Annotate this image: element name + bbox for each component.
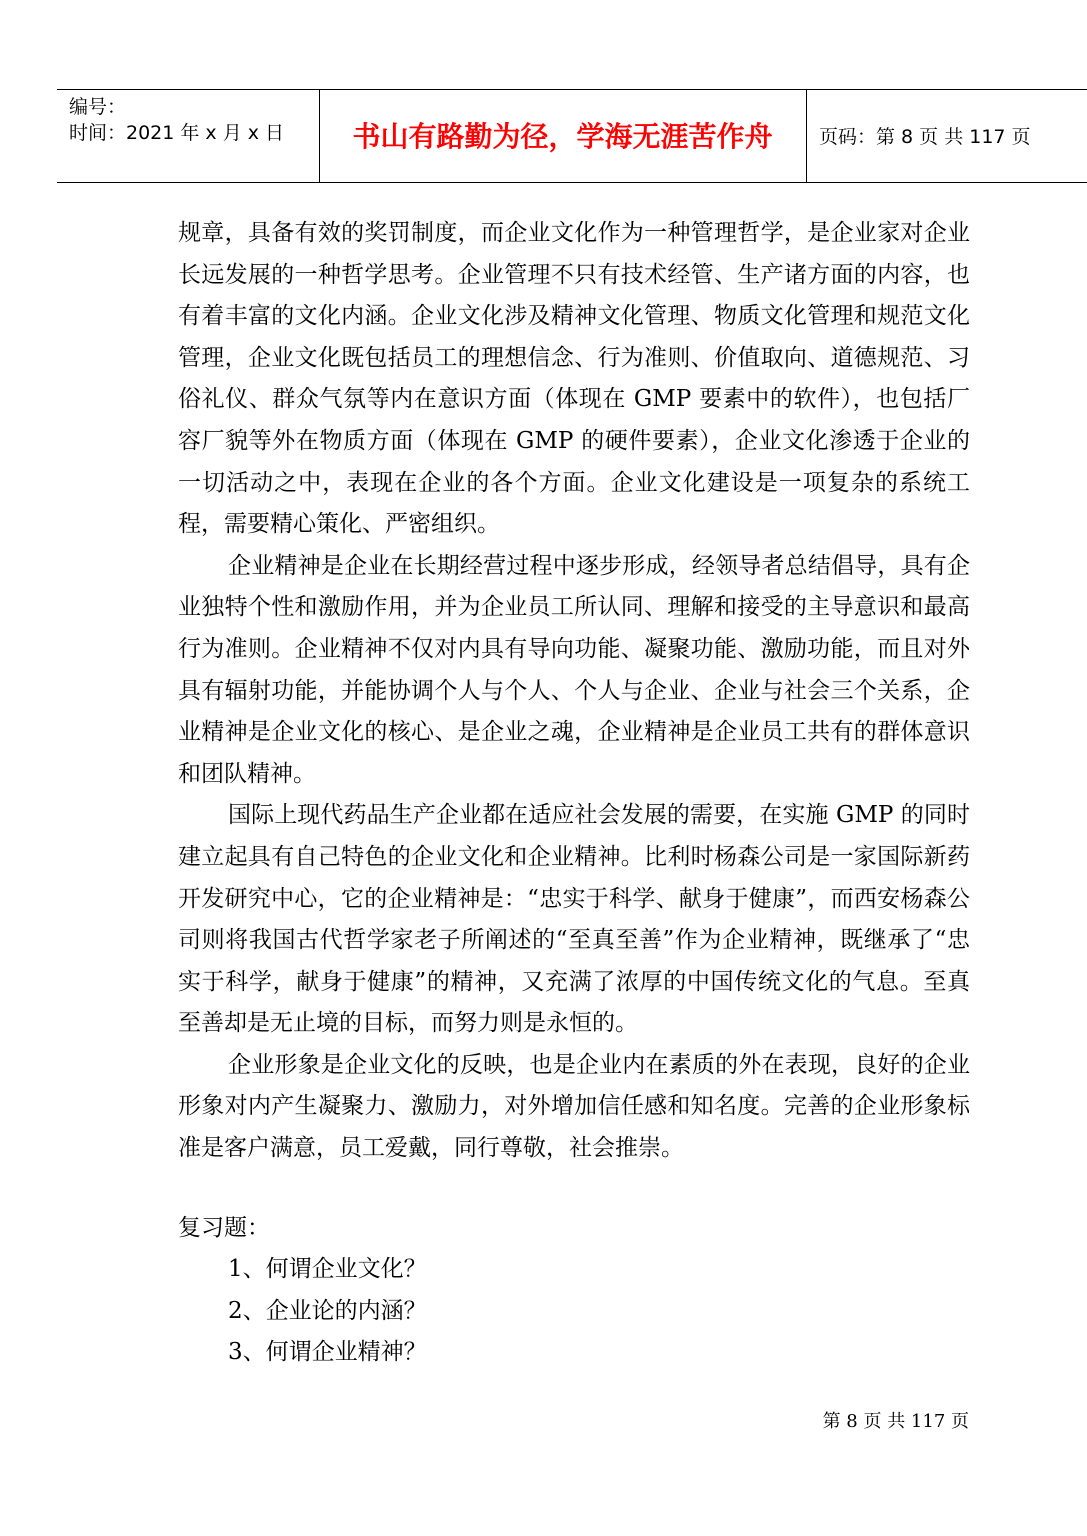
body-paragraph: 企业精神是企业在长期经营过程中逐步形成，经领导者总结倡导，具有企业独特个性和激励作用，并为企业员工所认同、理解和接受的主导意识和最高行为准则。企业精神不仅对内具有导向功能、凝聚功能、激励功能，而且对外具有辐射功能，并能协调个人与个人、个人与企业、企业与社会三个关系，企业精神是企业文化的核心、是企业之魂，企业精神是企业员工共有的群体意识和团队精神。	[178, 552, 970, 787]
header-page-number: 页码：第 8 页 共 117 页	[819, 126, 1031, 148]
review-question: 1、何谓企业文化？	[228, 1256, 427, 1283]
review-title: 复习题：	[178, 1214, 270, 1241]
header-motto: 书山有路勤为径，学海无涯苦作舟	[352, 120, 773, 153]
body-paragraph: 企业形象是企业文化的反映，也是企业内在素质的外在表现，良好的企业形象对内产生凝聚力、激励力，对外增加信任感和知名度。完善的企业形象标准是客户满意，员工爱戴，同行尊敬，社会推崇。	[178, 1051, 970, 1162]
review-question: 2、企业论的内涵？	[228, 1297, 427, 1324]
review-question: 3、何谓企业精神？	[228, 1339, 427, 1366]
header-motto-cell	[319, 90, 807, 182]
serial-number-label: 编号：	[69, 96, 127, 118]
document-body	[178, 213, 970, 1374]
page-footer-number: 第 8 页 共 117 页	[822, 1411, 969, 1432]
time-label: 时间：2021 年 x 月 x 日	[69, 122, 285, 144]
body-paragraph: 国际上现代药品生产企业都在适应社会发展的需要，在实施 GMP 的同时建立起具有自己特色的企业文化和企业精神。比利时杨森公司是一家国际新药开发研究中心，它的企业精神是：“忠实于科学、献身于健康”，而西安杨森公司则将我国古代哲学家老子所阐述的“至真至善”作为企业精神，既继承了“忠实于科学，献身于健康”的精神，又充满了浓厚的中国传统文化的气息。至真至善却是无止境的目标，而努力则是永恒的。	[178, 802, 970, 1037]
page-header	[57, 89, 1087, 183]
header-info-cell	[57, 90, 320, 182]
body-paragraph: 规章，具备有效的奖罚制度，而企业文化作为一种管理哲学，是企业家对企业长远发展的一种哲学思考。企业管理不只有技术经管、生产诸方面的内容，也有着丰富的文化内涵。企业文化涉及精神文化管理、物质文化管理和规范文化管理，企业文化既包括员工的理想信念、行为准则、价值取向、道德规范、习俗礼仪、群众气氛等内在意识方面（体现在 GMP 要素中的软件），也包括厂容厂貌等外在物质方面（体现在 GMP 的硬件要素），企业文化渗透于企业的一切活动之中，表现在企业的各个方面。企业文化建设是一项复杂的系统工程，需要精心策化、严密组织。	[178, 220, 970, 538]
header-page-cell	[807, 90, 1087, 182]
